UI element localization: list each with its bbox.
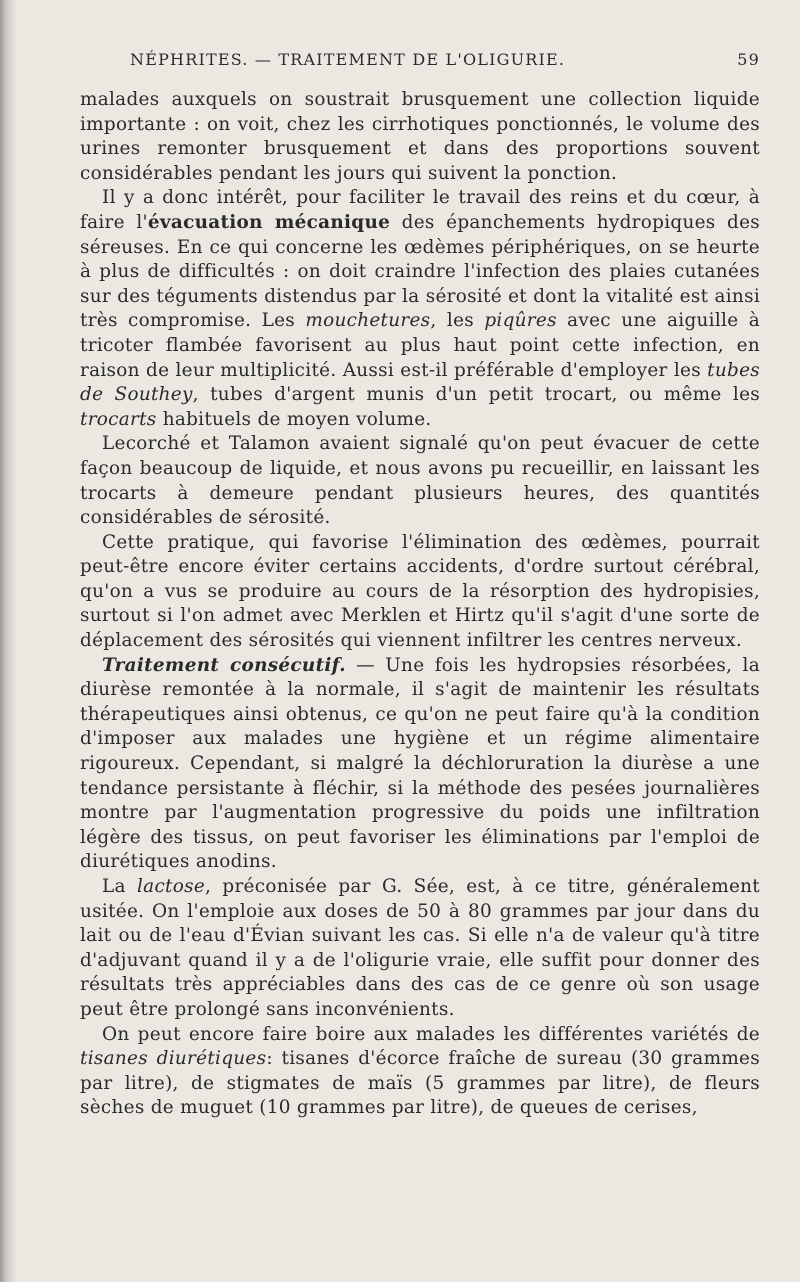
emphasis-text: trocarts: [80, 408, 157, 430]
text-run: : tisanes d'écorce fraîche de sureau (30 grammes par litre), de stigmates de maïs (5 grammes par litre), de fleurs sèches de muguet (10 grammes par litre), de queues de cerises,: [80, 1048, 760, 1119]
paragraph: [80, 1023, 760, 1121]
paragraph: [80, 531, 760, 654]
emphasis-text: tubes de Southey: [80, 359, 760, 406]
text-run: Lecorché et Talamon avaient signalé qu'on peut évacuer de cette façon beaucoup de liquide, et nous avons pu recueillir, en laissant les trocarts à demeure pendant plusieurs heures, des quantités considérables de sérosité.: [80, 433, 760, 529]
text-run: On peut encore faire boire aux malades les différentes variétés de: [102, 1023, 760, 1045]
text-run: malades auxquels on soustrait brusquement une collection liquide importante : on voit, chez les cirrhotiques ponctionnés, le volume des urines remonter brusquement et dans des proportions souvent considérables pendant les jours qui suivent la ponction.: [80, 89, 760, 184]
text-run: avec une aiguille à tricoter flambée favorisent au plus haut point cette infection, en raison de leur multiplicité. Aussi est-il préférable d'employer les: [80, 310, 761, 381]
page-binding-edge: [0, 0, 18, 1282]
text-run: Cette pratique, qui favorise l'élimination des œdèmes, pourrait peut-être encore éviter certains accidents, d'ordre surtout cérébral, qu'on a vus se produire au cours de la résorption des hydropisies, surtout si l'on admet avec Merklen et Hirtz qu'il s'agit d'une sorte de déplacement des sérosités qui viennent infiltrer les centres nerveux.: [80, 531, 760, 652]
emphasis-text: mouchetures: [305, 310, 431, 332]
page-number: 59: [737, 50, 760, 69]
text-run: Il y a donc intérêt, pour faciliter le travail des reins et du cœur, à faire l': [80, 187, 760, 233]
text-run: des épanchements hydropiques des séreuses. En ce qui concerne les œdèmes périphériques, on se heurte à plus de difficultés : on doit craindre l'infection des plaies cutanées sur des téguments distendus par la sérosité et dont la vitalité est ainsi très compromise. Les: [80, 211, 761, 332]
paragraph: [80, 875, 760, 1023]
paragraph: [80, 432, 760, 530]
paragraph: [80, 88, 760, 186]
emphasis-text: Traitement consécutif.: [102, 654, 346, 676]
text-run: La: [102, 876, 137, 897]
running-head: [80, 50, 760, 78]
body-text: [80, 88, 760, 1121]
emphasis-text: lactose: [137, 876, 206, 897]
text-run: , tubes d'argent munis d'un petit trocart, ou même les: [192, 384, 760, 406]
emphasis-text: tisanes diurétiques: [80, 1048, 267, 1070]
text-run: , les: [430, 310, 485, 332]
emphasis-text: piqûres: [484, 310, 557, 332]
emphasis-text: évacuation mécanique: [147, 211, 391, 233]
paragraph: [80, 654, 760, 875]
book-page: [80, 50, 760, 1121]
text-run: — Une fois les hydropsies résorbées, la diurèse remontée à la normale, il s'agit de maintenir les résultats thérapeutiques ainsi obtenus, ce qu'on ne peut faire qu'à la condition d'imposer aux malades une hygiène et un régime alimentaire rigoureux. Cependant, si malgré la déchloruration la diurèse a une tendance persistante à fléchir, si la méthode des pesées journalières montre par l'augmentation progressive du poids une infiltration légère des tissus, on peut favoriser les éliminations par l'emploi de diurétiques anodins.: [80, 654, 760, 873]
text-run: , préconisée par G. Sée, est, à ce titre, généralement usitée. On l'emploie aux doses de 50 à 80 grammes par jour dans du lait ou de l'eau d'Évian suivant les cas. Si elle n'a de valeur qu'à titre d'adjuvant quand il y a de l'oligurie vraie, elle suffit pour donner des résultats très appréciables dans des cas de ce genre où son usage peut être prolongé sans inconvénients.: [80, 876, 760, 1020]
running-head-title: NÉPHRITES. — TRAITEMENT DE L'OLIGURIE.: [130, 50, 566, 69]
paragraph: [80, 186, 760, 432]
text-run: habituels de moyen volume.: [156, 408, 432, 430]
